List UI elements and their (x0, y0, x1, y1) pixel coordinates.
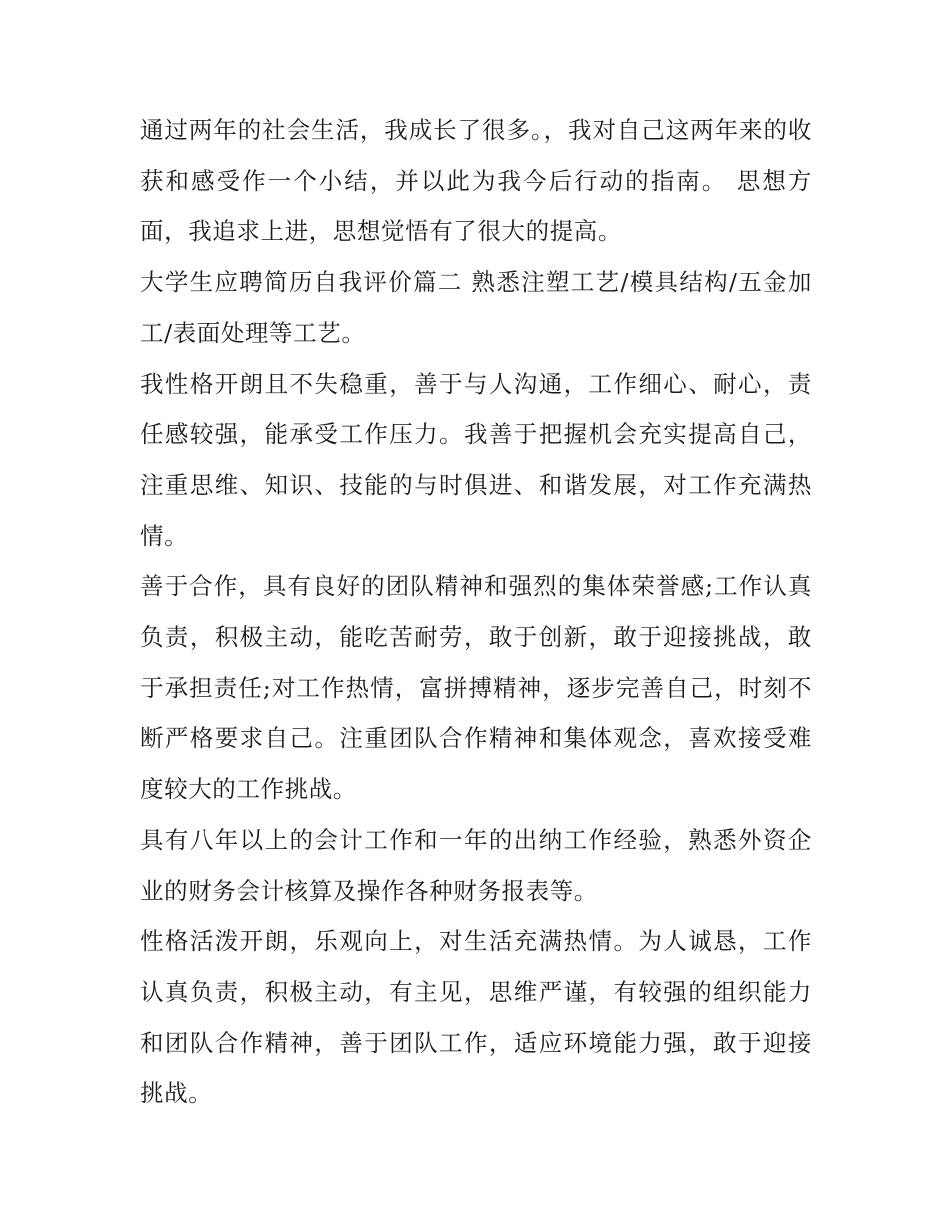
paragraph-3: 我性格开朗且不失稳重，善于与人沟通，工作细心、耐心，责任感较强，能承受工作压力。我善于把握机会充实提高自己，注重思维、知识、技能的与时俱进、和谐发展，对工作充满热情。 (140, 369, 812, 550)
paragraph-6: 性格活泼开朗，乐观向上，对生活充满热情。为人诚恳，工作认真负责，积极主动，有主见，思维严谨，有较强的组织能力和团队合作精神，善于团队工作，适应环境能力强，敢于迎接挑战。 (140, 927, 812, 1108)
paragraph-2: 大学生应聘简历自我评价篇二 熟悉注塑工艺/模具结构/五金加工/表面处理等工艺。 (140, 268, 812, 347)
document-body (140, 105, 812, 1119)
paragraph-4: 善于合作，具有良好的团队精神和强烈的集体荣誉感;工作认真负责，积极主动，能吃苦耐劳，敢于创新，敢于迎接挑战，敢于承担责任;对工作热情，富拼搏精神，逐步完善自己，时刻不断严格要求自己。注重团队合作精神和集体观念，喜欢接受难度较大的工作挑战。 (140, 572, 812, 804)
paragraph-5: 具有八年以上的会计工作和一年的出纳工作经验，熟悉外资企业的财务会计核算及操作各种财务报表等。 (140, 825, 812, 905)
paragraph-1: 通过两年的社会生活，我成长了很多。，我对自己这两年来的收获和感受作一个小结，并以此为我今后行动的指南。 思想方面，我追求上进，思想觉悟有了很大的提高。 (140, 116, 812, 246)
